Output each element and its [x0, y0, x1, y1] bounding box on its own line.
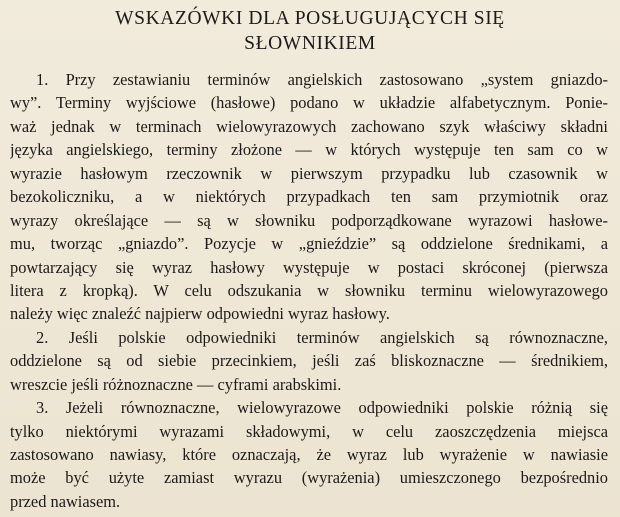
- text-line: mu, tworząc „gniazdo”. Pozycje w „gnieździe” są oddzielone średnikami, a: [10, 234, 608, 254]
- text-line: może być użyte zamiast wyrazu (wyrażenia) umieszczonego bezpośrednio: [10, 468, 608, 488]
- text-line: oddzielone są od siebie przecinkiem, jeśli zaś bliskoznaczne — średnikiem,: [10, 351, 608, 371]
- text-line: tylko niektórymi wyrazami składowymi, w celu zaoszczędzenia miejsca: [10, 421, 608, 441]
- text-line: wreszcie jeśli różnoznaczne — cyframi arabskimi.: [10, 374, 342, 394]
- title-line-2: SŁOWNIKIEM: [244, 33, 376, 54]
- text-line: należy więc znaleźć najpierw odpowiedni wyraz hasłowy.: [10, 304, 390, 324]
- text-line: litera z kropką). W celu odszukania w słowniku terminu wielowyrazowego: [10, 280, 608, 300]
- text-line: przed nawiasem.: [10, 491, 121, 511]
- text-line: wy”. Terminy wyjściowe (hasłowe) podano w układzie alfabetycznym. Ponie-: [10, 93, 608, 113]
- text-line: wyrazie hasłowym rzeczownik w pierwszym przypadku lub czasownik w: [10, 163, 608, 183]
- text-line: waż jednak w terminach wielowyrazowych zachowano szyk właściwy składni: [10, 116, 608, 136]
- text-line: 2. Jeśli polskie odpowiedniki terminów angielskich są równoznaczne,: [36, 327, 608, 347]
- text-line: 1. Przy zestawianiu terminów angielskich zastosowano „system gniazdo-: [36, 70, 608, 89]
- text-line: 3. Jeżeli równoznaczne, wielowyrazowe odpowiedniki polskie różnią się: [36, 398, 608, 418]
- text-line: wyrazy określające — są w słowniku podporządkowane wyrazowi hasłowe-: [10, 210, 608, 230]
- page-title: [0, 6, 620, 56]
- instructions-text: [10, 68, 608, 513]
- text-line: języka angielskiego, terminy złożone — w których występuje ten sam co w: [10, 140, 608, 160]
- title-line-1: WSKAZÓWKI DLA POSŁUGUJĄCYCH SIĘ: [115, 8, 505, 29]
- text-line: zastosowano nawiasy, które oznaczają, że wyraz lub wyrażenie w nawiasie: [10, 445, 608, 464]
- text-line: bezokoliczniku, a w niektórych przypadkach ten sam przymiotnik oraz: [10, 187, 608, 207]
- text-line: powtarzający się wyraz hasłowy występuje w postaci skróconej (pierwsza: [10, 257, 608, 277]
